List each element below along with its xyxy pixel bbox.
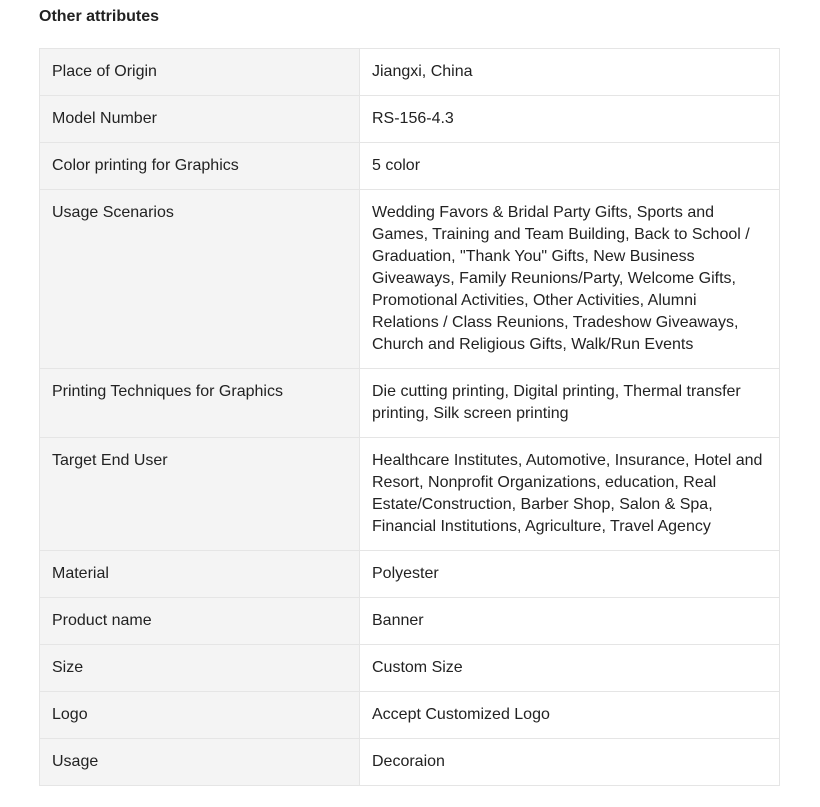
table-row: [40, 143, 780, 190]
attribute-name: Printing Techniques for Graphics: [40, 369, 360, 438]
attribute-value: 5 color: [360, 143, 780, 190]
table-row: [40, 645, 780, 692]
attribute-name: Size: [40, 645, 360, 692]
attribute-name: Logo: [40, 692, 360, 739]
table-row: [40, 49, 780, 96]
attribute-name: Model Number: [40, 96, 360, 143]
table-row: [40, 692, 780, 739]
table-row: [40, 551, 780, 598]
table-row: [40, 598, 780, 645]
attribute-name: Target End User: [40, 438, 360, 551]
attribute-name: Usage: [40, 739, 360, 786]
attribute-value: Polyester: [360, 551, 780, 598]
table-row: [40, 190, 780, 369]
attribute-value: Die cutting printing, Digital printing, Thermal transfer printing, Silk screen printing: [360, 369, 780, 438]
table-row: [40, 438, 780, 551]
section-title: Other attributes: [39, 8, 160, 25]
table-row: [40, 96, 780, 143]
attribute-name: Usage Scenarios: [40, 190, 360, 369]
attribute-value: Custom Size: [360, 645, 780, 692]
attribute-value: Wedding Favors & Bridal Party Gifts, Sports and Games, Training and Team Building, Back to School / Graduation, "Thank You" Gifts, New Business Giveaways, Family Reunions/Party, Welcome Gifts, Promotional Activities, Other Activities, Alumni Relations / Class Reunions, Tradeshow Giveaways, Church and Religious Gifts, Walk/Run Events: [360, 190, 780, 369]
attribute-value: Decoraion: [360, 739, 780, 786]
attribute-name: Material: [40, 551, 360, 598]
attributes-table: [39, 48, 780, 786]
attribute-value: Banner: [360, 598, 780, 645]
attribute-value: Healthcare Institutes, Automotive, Insurance, Hotel and Resort, Nonprofit Organizations, education, Real Estate/Construction, Barber Shop, Salon & Spa, Financial Institutions, Agriculture, Travel Agency: [360, 438, 780, 551]
attribute-name: Product name: [40, 598, 360, 645]
table-row: [40, 369, 780, 438]
attribute-value: Jiangxi, China: [360, 49, 780, 96]
attribute-name: Color printing for Graphics: [40, 143, 360, 190]
table-row: [40, 739, 780, 786]
attribute-name: Place of Origin: [40, 49, 360, 96]
attribute-value: RS-156-4.3: [360, 96, 780, 143]
attribute-value: Accept Customized Logo: [360, 692, 780, 739]
